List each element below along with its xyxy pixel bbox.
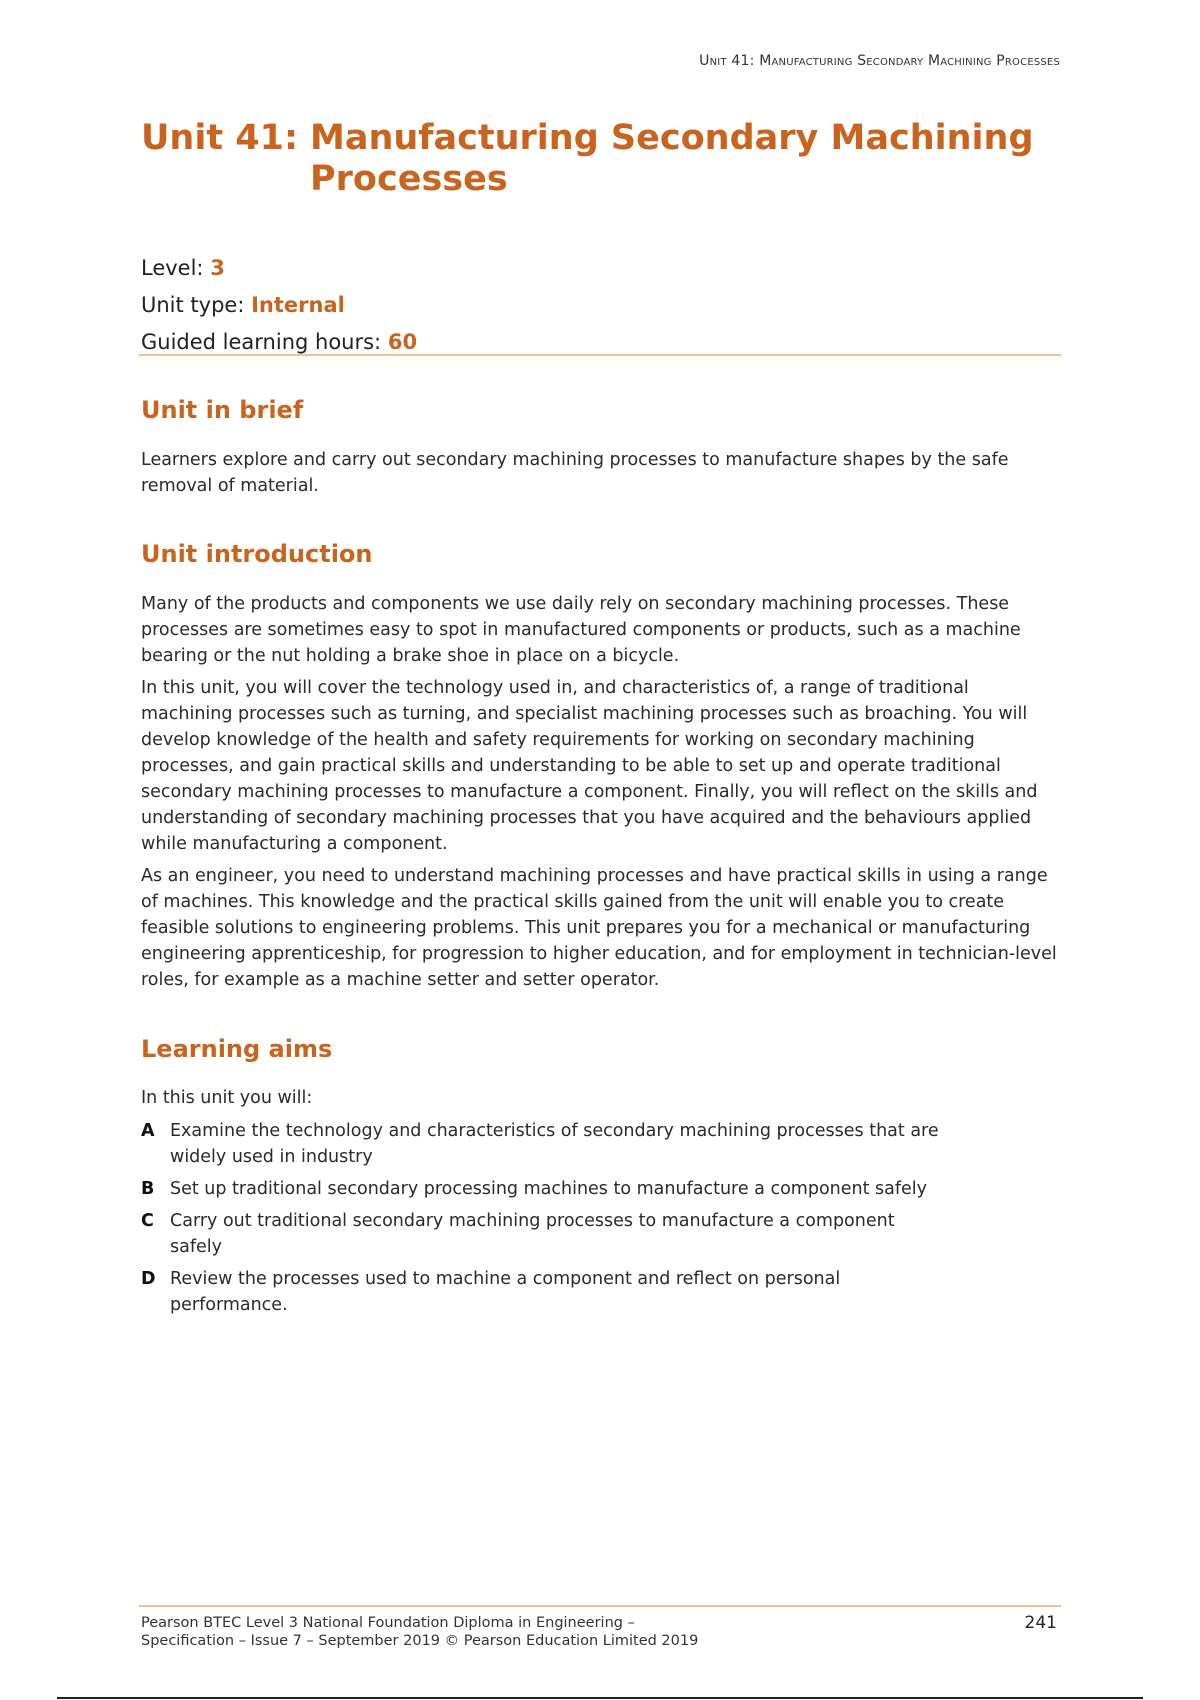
unit-in-brief-heading: Unit in brief (141, 396, 304, 424)
aim-letter: C (141, 1211, 154, 1231)
glh-label: Guided learning hours: (141, 330, 382, 354)
learning-aims-intro: In this unit you will: (141, 1088, 313, 1108)
page-number: 241 (1024, 1613, 1057, 1633)
unit-meta (141, 250, 1061, 361)
glh-value: 60 (387, 330, 418, 354)
list-item (141, 1208, 941, 1260)
footer-line-2: Specification – Issue 7 – September 2019 © Pearson Education Limited 2019 (141, 1633, 699, 1649)
aim-text: Carry out traditional secondary machining processes to manufacture a component safely (170, 1211, 895, 1257)
unit-in-brief-text: Learners explore and carry out secondary machining processes to manufacture shapes by the safe removal of material. (141, 450, 1009, 496)
list-item (141, 1266, 941, 1318)
level-label: Level: (141, 256, 204, 280)
title-unit-number: Unit 41: (141, 118, 298, 158)
title-line-1: Manufacturing Secondary Machining (310, 118, 1034, 158)
intro-paragraph-1: Many of the products and components we use daily rely on secondary machining processes. These processes are sometimes easy to spot in manufactured components or products, such as a machine bearing or the nut holding a brake shoe in place on a bicycle. (141, 594, 1021, 666)
unit-introduction-heading: Unit introduction (141, 540, 373, 568)
unit-type-label: Unit type: (141, 293, 245, 317)
title-line-2: Processes (310, 159, 508, 199)
level-value: 3 (210, 256, 225, 280)
learning-aims-list (141, 1118, 941, 1324)
list-item (141, 1118, 941, 1170)
running-header: Unit 41: Manufacturing Secondary Machining Processes (699, 53, 1060, 69)
aim-letter: B (141, 1179, 155, 1199)
aim-text: Examine the technology and characteristics of secondary machining processes that are widely used in industry (170, 1121, 939, 1167)
level-row (141, 250, 1061, 287)
divider-top (139, 354, 1061, 356)
learning-aims-heading: Learning aims (141, 1035, 333, 1063)
intro-paragraph-2: In this unit, you will cover the technology used in, and characteristics of, a range of traditional machining processes such as turning, and specialist machining processes such as broaching. You will develop knowledge of the health and safety requirements for working on secondary machining processes, and gain practical skills and understanding to be able to set up and operate traditional secondary machining processes to manufacture a component. Finally, you will reflect on the skills and understanding of secondary machining processes that you have acquired and the behaviours applied while manufacturing a component. (141, 678, 1038, 854)
aim-text: Review the processes used to machine a component and reflect on personal performance. (170, 1269, 841, 1315)
list-item (141, 1176, 941, 1202)
footer-text (141, 1614, 698, 1650)
aim-text: Set up traditional secondary processing machines to manufacture a component safely (170, 1179, 928, 1199)
aim-letter: A (141, 1121, 155, 1141)
aim-letter: D (141, 1269, 156, 1289)
unit-type-value: Internal (251, 293, 345, 317)
page-title (141, 118, 1034, 200)
intro-paragraph-3: As an engineer, you need to understand machining processes and have practical skills in using a range of machines. This knowledge and the practical skills gained from the unit will enable you to create feasible solutions to engineering problems. This unit prepares you for a mechanical or manufacturing engineering apprenticeship, for progression to higher education, and for employment in technician-level roles, for example as a machine setter and setter operator. (141, 866, 1057, 990)
unit-type-row (141, 287, 1061, 324)
divider-footer (139, 1605, 1061, 1607)
page-edge-line (57, 1697, 1143, 1699)
footer-line-1: Pearson BTEC Level 3 National Foundation Diploma in Engineering – (141, 1615, 635, 1631)
